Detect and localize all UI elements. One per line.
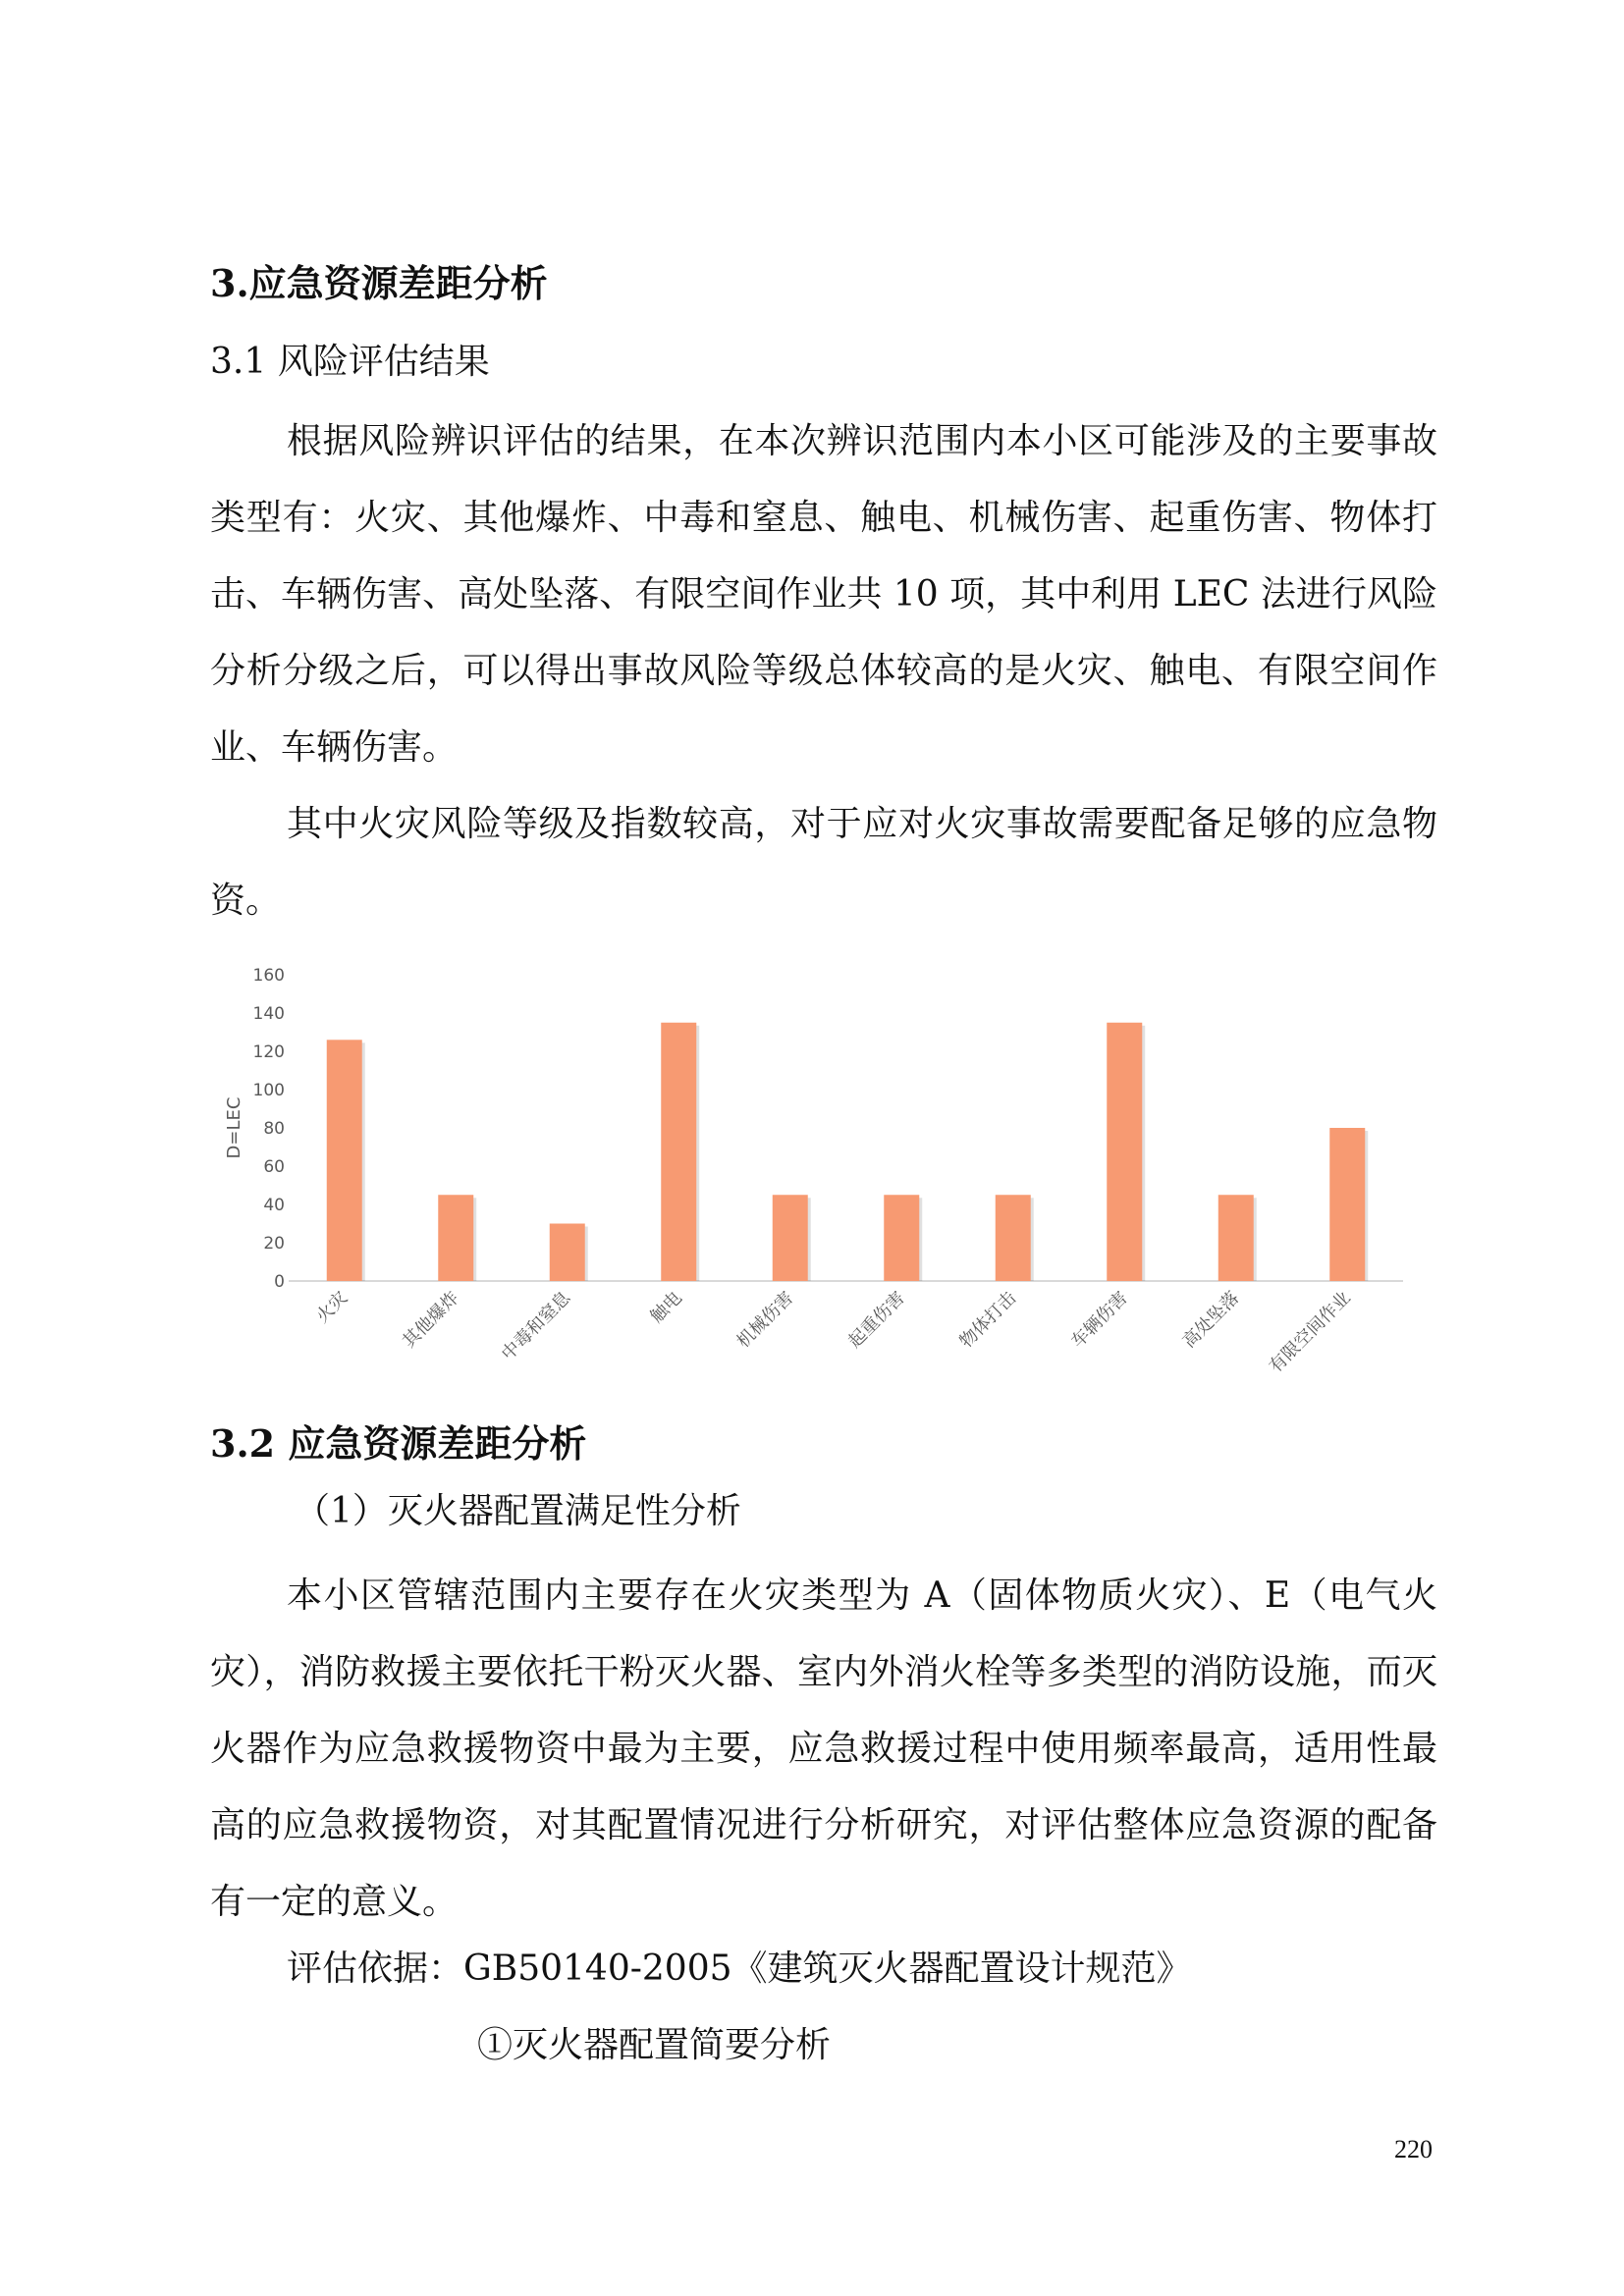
x-tick-label: 机械伤害 [732,1287,798,1353]
paragraph-fire-risk: 其中火灾风险等级及指数较高，对于应对火灾事故需要配备足够的应急物资。 [210,804,1437,921]
bar-10 [1329,1128,1365,1281]
x-tick-label: 触电 [646,1287,686,1327]
x-tick-label: 起重伤害 [844,1287,909,1353]
evaluation-basis: 评估依据：GB50140-2005《建筑灭火器配置设计规范》 [287,1949,1192,1989]
paragraph-risk-result: 根据风险辨识评估的结果，在本次辨识范围内本小区可能涉及的主要事故类型有：火灾、其他爆炸、中毒和窒息、触电、机械伤害、起重伤害、物体打击、车辆伤害、高处坠落、有限空间作业共 10 项，其中利用 LEC 法进行风险分析分级之后，可以得出事故风险等级总体较高的是火灾、触电、有限空间作业、车辆伤害。 [210,421,1437,768]
y-tick-label: 140 [252,1004,285,1024]
lec-bar-chart [210,947,1418,1414]
y-tick-label: 0 [274,1272,285,1292]
y-tick-label: 100 [252,1081,285,1100]
bar-5 [773,1195,808,1281]
x-tick-label: 车辆伤害 [1067,1287,1132,1353]
x-tick-label: 高处坠落 [1178,1287,1244,1353]
bar-8 [1107,1023,1142,1281]
x-tick-label: 有限空间作业 [1265,1287,1355,1377]
bar-1 [327,1040,362,1281]
y-axis-title: D=LEC [224,1096,244,1159]
analysis-item-1: ①灭火器配置简要分析 [477,2025,832,2065]
y-tick-label: 20 [263,1234,285,1254]
x-tick-label: 其他爆炸 [399,1287,463,1353]
bar-7 [996,1195,1031,1281]
x-tick-label: 物体打击 [955,1287,1021,1353]
y-tick-label: 160 [252,966,285,986]
y-tick-label: 120 [252,1042,285,1062]
bar-4 [661,1023,696,1281]
y-tick-label: 80 [263,1119,285,1139]
bar-2 [438,1195,473,1281]
y-tick-label: 40 [263,1196,285,1215]
subsection-heading-risk: 3.1 风险评估结果 [210,342,490,382]
x-tick-label: 中毒和窒息 [497,1287,575,1365]
section-heading: 3.应急资源差距分析 [210,261,548,305]
bar-9 [1218,1195,1254,1281]
bar-6 [884,1195,919,1281]
y-tick-label: 60 [263,1157,285,1177]
bar-3 [550,1224,585,1282]
paragraph-fire-types: 本小区管辖范围内主要存在火灾类型为 A（固体物质火灾）、E（电气火灾），消防救援主要依托干粉灭火器、室内外消火栓等多类型的消防设施，而灭火器作为应急救援物资中最为主要，应急救援过程中使用频率最高，适用性最高的应急救援物资，对其配置情况进行分析研究，对评估整体应急资源的配备有一定的意义。 [210,1575,1437,1922]
x-tick-label: 火灾 [311,1287,352,1327]
page-number: 220 [1394,2135,1433,2163]
subsection-item-extinguisher: （1）灭火器配置满足性分析 [295,1491,741,1531]
subsection-heading-gap: 3.2 应急资源差距分析 [210,1421,587,1466]
